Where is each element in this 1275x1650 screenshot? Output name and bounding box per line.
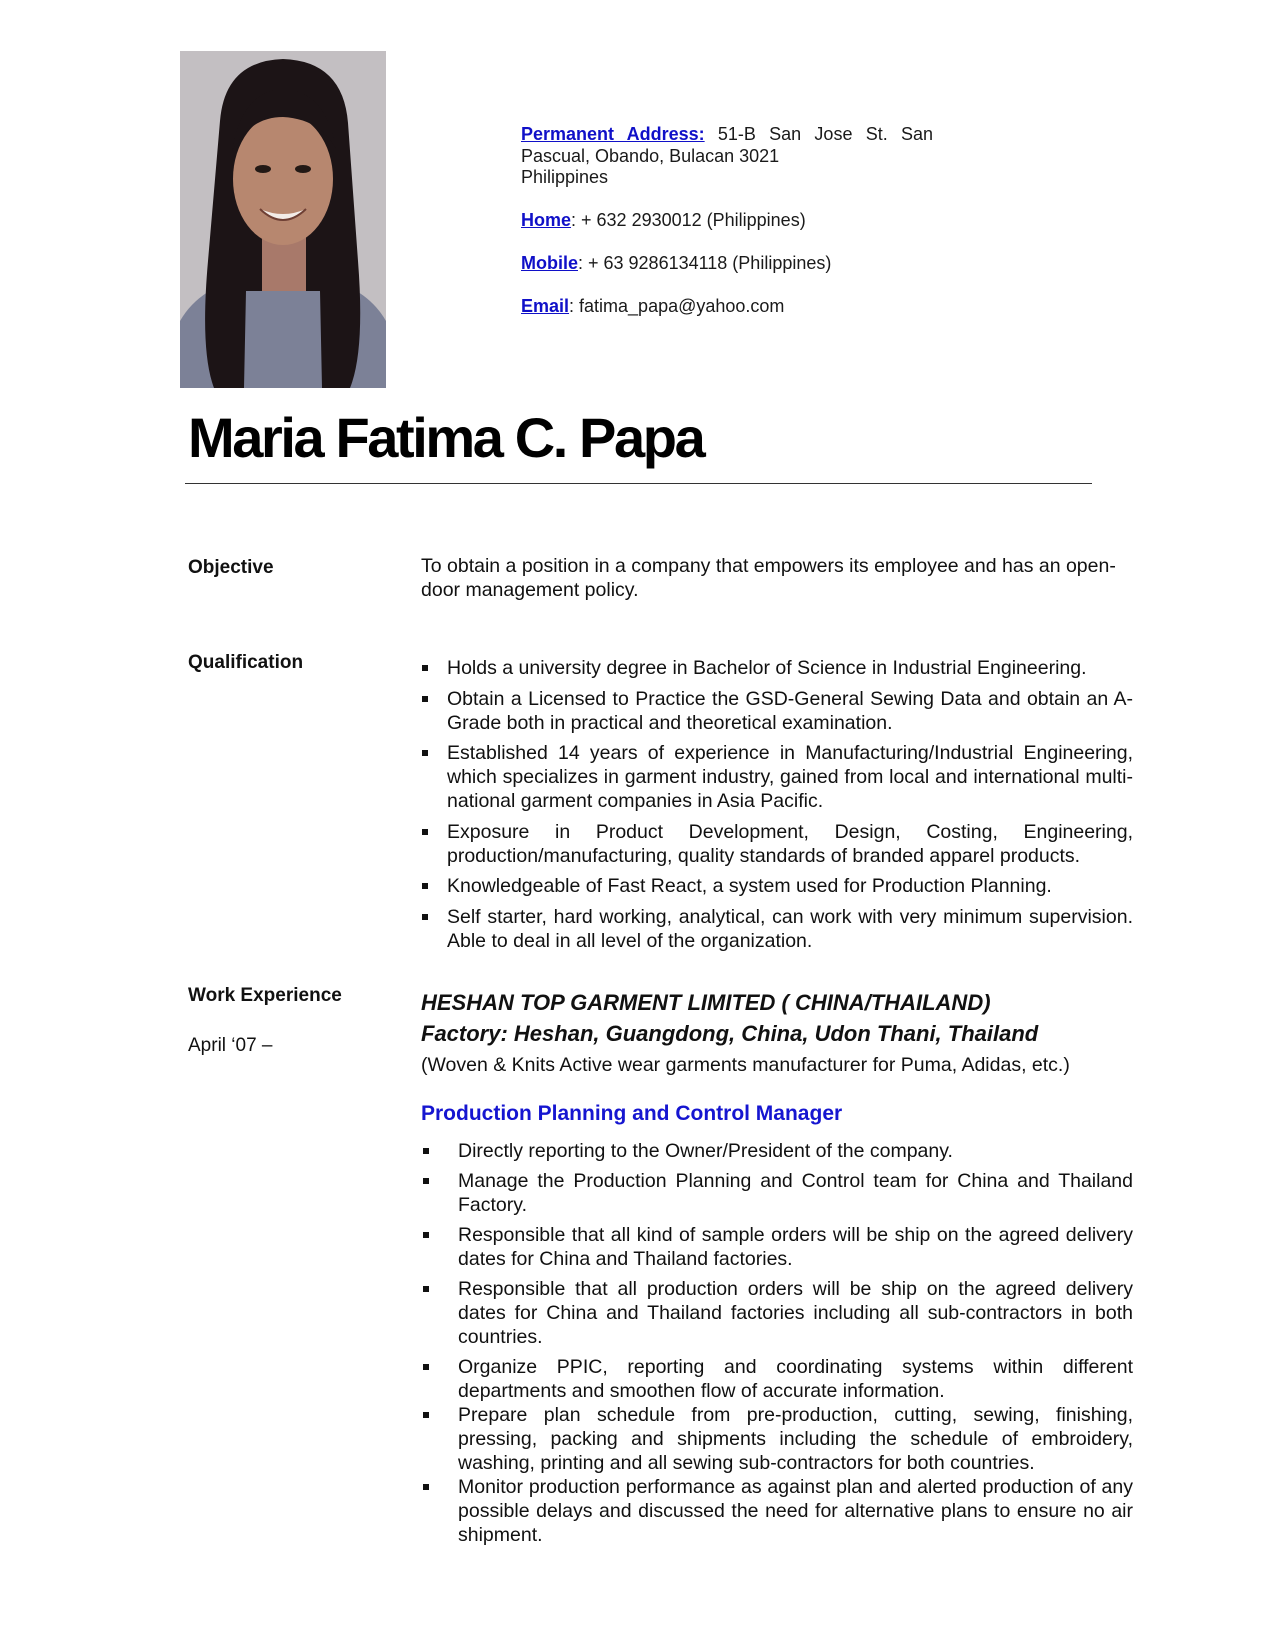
list-item: Directly reporting to the Owner/President of the company. (421, 1139, 1133, 1163)
objective-text: To obtain a position in a company that empowers its employee and has an open-door management policy. (421, 555, 1116, 601)
list-item: Obtain a Licensed to Practice the GSD-General Sewing Data and obtain an A-Grade both in practical and theoretical examination. (421, 687, 1133, 735)
company-block (421, 987, 1133, 1049)
list-item: Responsible that all kind of sample orders will be ship on the agreed delivery dates for China and Thailand factories. (421, 1223, 1133, 1271)
list-item: Manage the Production Planning and Control team for China and Thailand Factory. (421, 1169, 1133, 1217)
objective-heading: Objective (188, 557, 274, 578)
contact-block (521, 124, 933, 318)
duties-list (421, 1139, 1133, 1547)
mobile-phone (521, 253, 933, 275)
job-title: Production Planning and Control Manager (421, 1102, 843, 1125)
profile-photo-illustration (180, 51, 386, 388)
email-value: : fatima_papa@yahoo.com (569, 296, 785, 316)
home-phone (521, 210, 933, 232)
mobile-label: Mobile (521, 253, 578, 273)
factory-location: Factory: Heshan, Guangdong, China, Udon Thani, Thailand (421, 1021, 1039, 1046)
qualification-list (421, 656, 1133, 959)
address-label: Permanent Address: (521, 124, 705, 144)
list-item: Knowledgeable of Fast React, a system used for Production Planning. (421, 874, 1133, 898)
address-line-1 (521, 124, 933, 146)
list-item: Monitor production performance as against plan and alerted production of any possible delays and discussed the need for alternative plans to ensure no air shipment. (421, 1475, 1133, 1547)
list-item: Responsible that all production orders will be ship on the agreed delivery dates for China and Thailand factories including all sub-contractors in both countries. (421, 1277, 1133, 1349)
list-item: Organize PPIC, reporting and coordinating systems within different departments and smoothen flow of accurate information. (421, 1355, 1133, 1403)
company-description: (Woven & Knits Active wear garments manufacturer for Puma, Adidas, etc.) (421, 1054, 1070, 1076)
email-label: Email (521, 296, 570, 316)
qualification-heading: Qualification (188, 652, 304, 673)
address-line-2: Pascual, Obando, Bulacan 3021 (521, 145, 780, 166)
email (521, 296, 933, 318)
address-line-3: Philippines (521, 167, 609, 187)
list-item: Holds a university degree in Bachelor of Science in Industrial Engineering. (421, 656, 1133, 680)
home-label: Home (521, 210, 572, 230)
work-experience-heading: Work Experience (188, 985, 342, 1006)
list-item: Self starter, hard working, analytical, can work with very minimum supervision. Able to deal in all level of the organization. (421, 905, 1133, 953)
profile-photo (180, 51, 386, 388)
name-divider (185, 483, 1092, 484)
address-text-1: 51-B San Jose St. San (717, 124, 933, 144)
candidate-name: Maria Fatima C. Papa (188, 406, 704, 469)
home-value: : + 632 2930012 (Philippines) (571, 210, 806, 230)
work-date: April ‘07 – (188, 1035, 273, 1056)
list-item: Exposure in Product Development, Design, Costing, Engineering, production/manufacturing, quality standards of branded apparel products. (421, 820, 1133, 868)
list-item: Prepare plan schedule from pre-production, cutting, sewing, finishing, pressing, packing and shipments including the schedule of embroidery, washing, printing and all sewing sub-contractors for both countries. (421, 1403, 1133, 1475)
list-item: Established 14 years of experience in Manufacturing/Industrial Engineering, which specializes in garment industry, gained from local and international multi-national garment companies in Asia Pacific. (421, 741, 1133, 813)
company-name: HESHAN TOP GARMENT LIMITED ( CHINA/THAILAND) (421, 990, 991, 1015)
mobile-value: : + 63 9286134118 (Philippines) (578, 253, 832, 273)
